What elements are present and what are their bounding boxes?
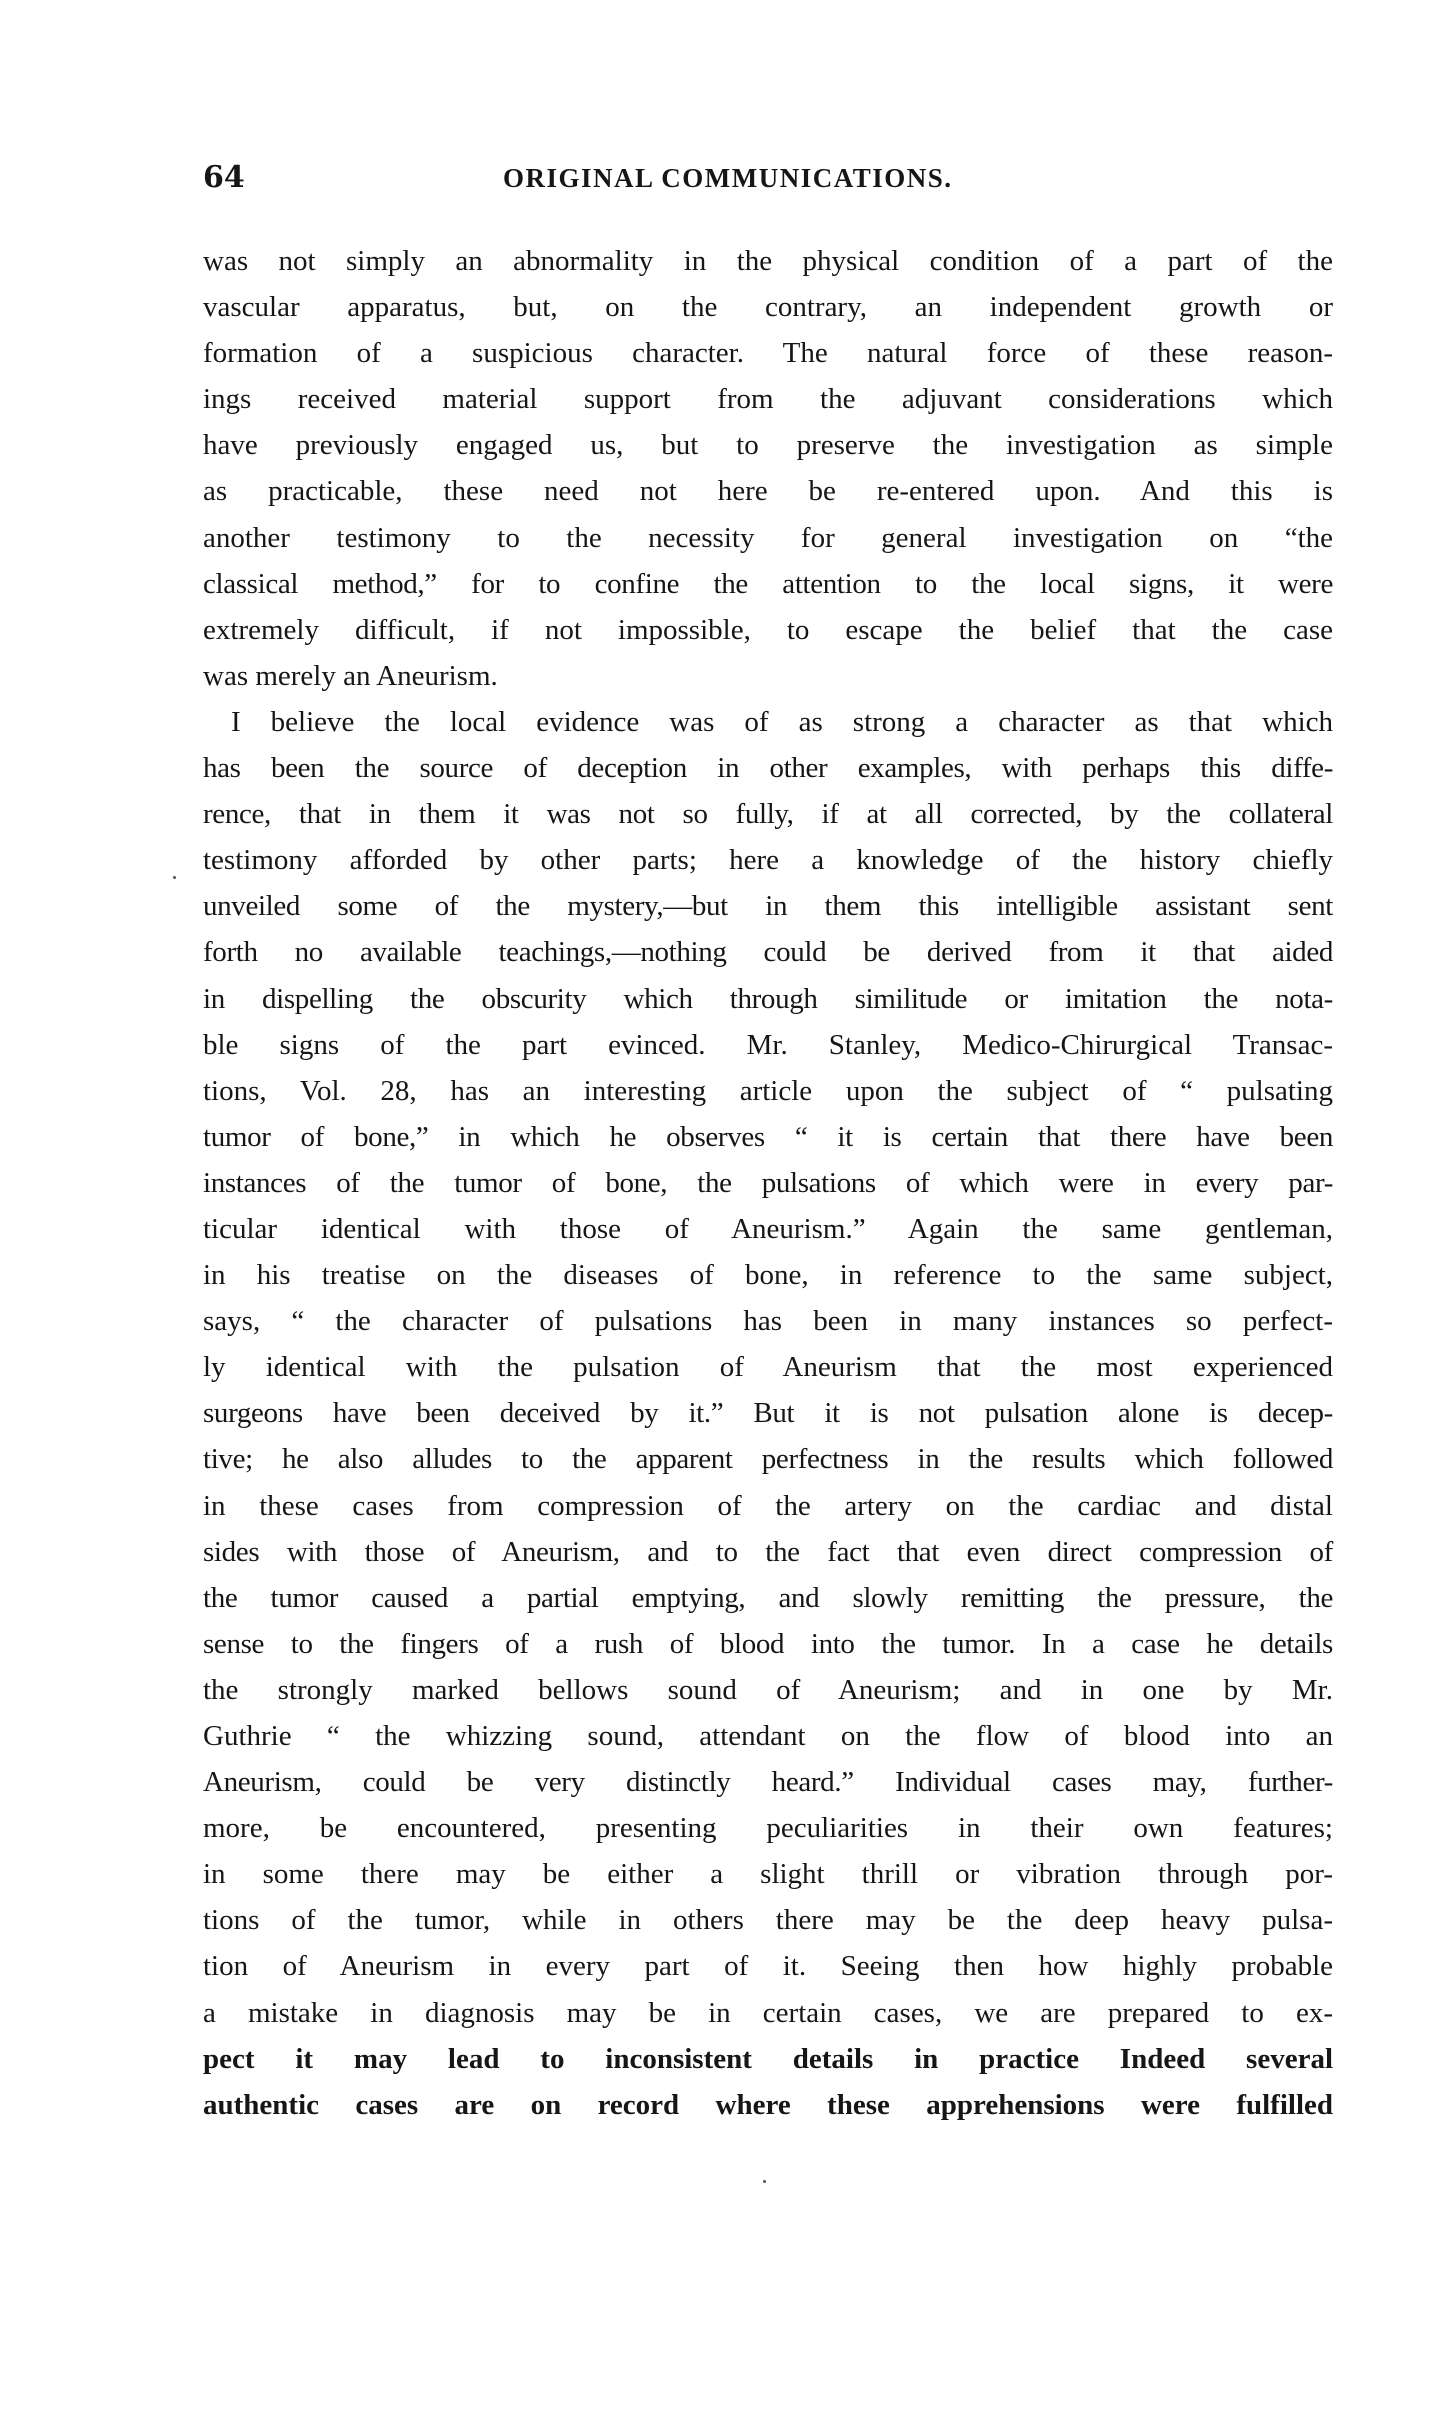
text-line: in dispelling the obscurity which through similitude or imitation the nota- (203, 982, 1333, 1015)
text-line: tumor of bone,” in which he observes “ it is certain that there have been (203, 1120, 1333, 1153)
text-line: the tumor caused a partial emptying, and slowly remitting the pressure, the (203, 1581, 1333, 1614)
text-line: classical method,” for to confine the attention to the local signs, it were (203, 567, 1333, 600)
text-line: ly identical with the pulsation of Aneurism that the most experienced (203, 1351, 1333, 1384)
text-line: ings received material support from the adjuvant considerations which (203, 383, 1333, 416)
text-line: rence, that in them it was not so fully, if at all corrected, by the collateral (203, 798, 1333, 831)
text-line: sense to the fingers of a rush of blood into the tumor. In a case he details (203, 1627, 1333, 1660)
running-title: ORIGINAL COMMUNICATIONS. (503, 163, 953, 193)
text-line: the strongly marked bellows sound of Aneurism; and in one by Mr. (203, 1673, 1333, 1706)
text-line: tion of Aneurism in every part of it. Seeing then how highly probable (203, 1950, 1333, 1983)
text-line: ticular identical with those of Aneurism.” Again the same gentleman, (203, 1212, 1333, 1245)
paragraph-start-line: I believe the local evidence was of as strong a character as that which (231, 705, 1333, 738)
print-speck (173, 876, 176, 879)
text-line: in some there may be either a slight thrill or vibration through por- (203, 1858, 1333, 1891)
text-line: was not simply an abnormality in the physical condition of a part of the (203, 245, 1333, 277)
page-number: 64 (203, 160, 245, 195)
text-line: in these cases from compression of the artery on the cardiac and distal (203, 1489, 1333, 1522)
text-line: have previously engaged us, but to preserve the investigation as simple (203, 429, 1333, 462)
text-line: tive; he also alludes to the apparent perfectness in the results which followed (203, 1443, 1333, 1476)
text-line: more, be encountered, presenting peculiarities in their own features; (203, 1812, 1333, 1845)
text-line: says, “ the character of pulsations has been in many instances so perfect- (203, 1305, 1333, 1338)
text-line: pect it may lead to inconsistent details in practice Indeed several (203, 2042, 1333, 2075)
text-line: surgeons have been deceived by it.” But it is not pulsation alone is decep- (203, 1397, 1333, 1430)
text-line: tions, Vol. 28, has an interesting article upon the subject of “ pulsating (203, 1074, 1333, 1107)
text-line: vascular apparatus, but, on the contrary, an independent growth or (203, 291, 1333, 324)
text-line: formation of a suspicious character. The natural force of these reason- (203, 337, 1333, 370)
text-line: authentic cases are on record where these apprehensions were fulfilled (203, 2088, 1333, 2121)
text-line: has been the source of deception in other examples, with perhaps this diffe- (203, 752, 1333, 785)
text-line: Guthrie “ the whizzing sound, attendant on the flow of blood into an (203, 1720, 1333, 1752)
text-line: ble signs of the part evinced. Mr. Stanley, Medico-Chirurgical Transac- (203, 1028, 1333, 1061)
text-line: sides with those of Aneurism, and to the fact that even direct compression of (203, 1535, 1333, 1568)
text-line: a mistake in diagnosis may be in certain cases, we are prepared to ex- (203, 1996, 1333, 2029)
text-line: was merely an Aneurism. (203, 659, 498, 692)
text-line: testimony afforded by other parts; here a knowledge of the history chiefly (203, 844, 1333, 877)
text-line: as practicable, these need not here be re-entered upon. And this is (203, 475, 1333, 508)
text-line: instances of the tumor of bone, the pulsations of which were in every par- (203, 1166, 1333, 1199)
body-text (203, 238, 1333, 2128)
text-line: in his treatise on the diseases of bone, in reference to the same subject, (203, 1259, 1333, 1292)
text-line: another testimony to the necessity for general investigation on “the (203, 521, 1333, 554)
text-line: tions of the tumor, while in others there may be the deep heavy pulsa- (203, 1904, 1333, 1937)
print-speck (763, 2180, 766, 2183)
text-line: extremely difficult, if not impossible, to escape the belief that the case (203, 613, 1333, 646)
text-line: forth no available teachings,—nothing could be derived from it that aided (203, 936, 1333, 969)
text-line: unveiled some of the mystery,—but in them this intelligible assistant sent (203, 890, 1333, 923)
text-line: Aneurism, could be very distinctly heard.” Individual cases may, further- (203, 1766, 1333, 1799)
running-head (203, 158, 1333, 198)
